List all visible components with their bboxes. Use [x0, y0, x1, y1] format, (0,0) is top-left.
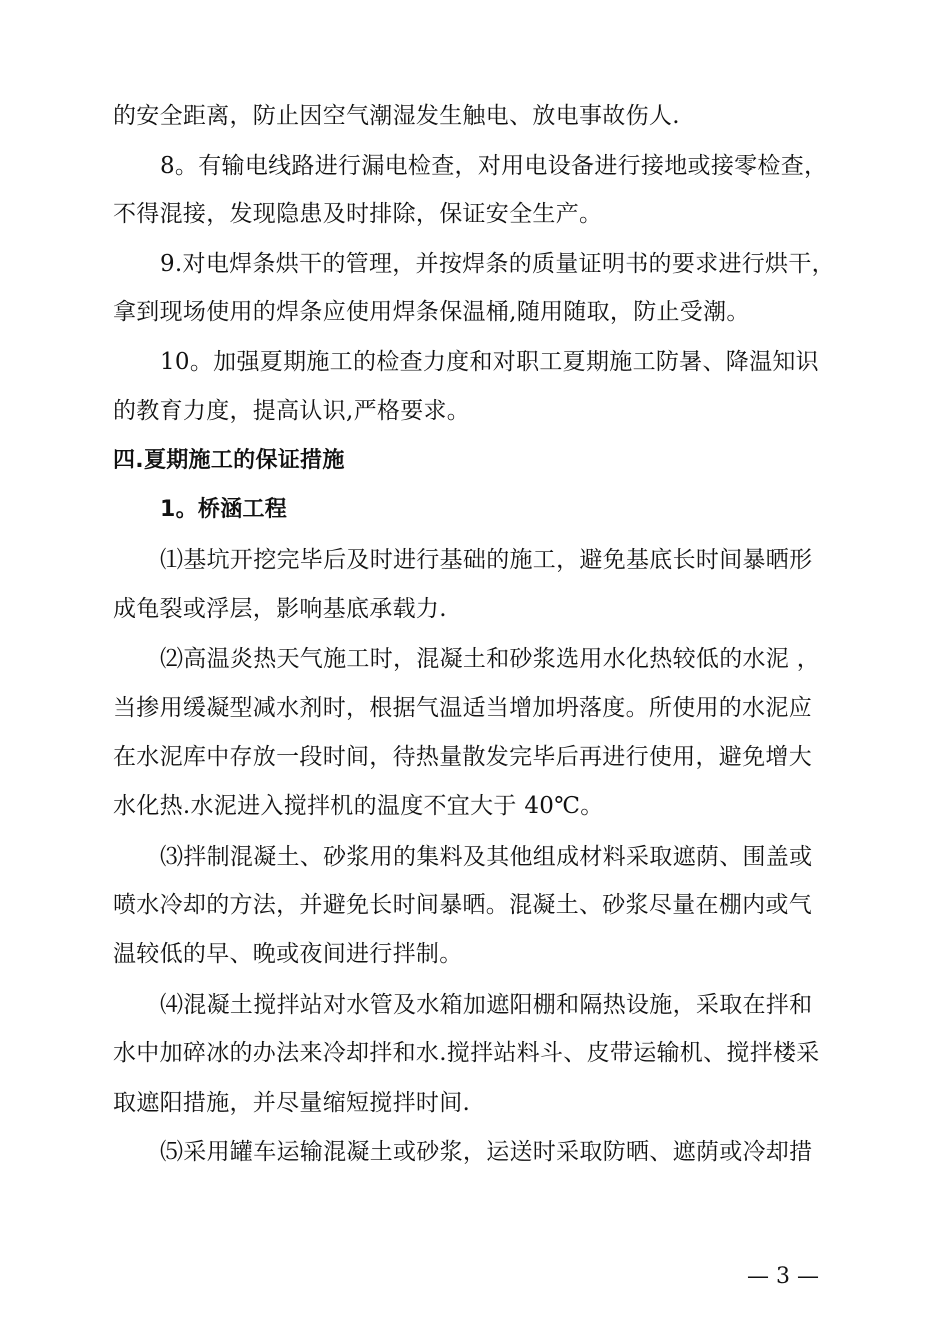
body-text-line: 水中加碎冰的办法来冷却拌和水.搅拌站料斗、皮带运输机、搅拌楼采: [113, 1040, 820, 1066]
clause-2: ⑵高温炎热天气施工时，混凝土和砂浆选用水化热较低的水泥 ，: [160, 646, 821, 672]
clause-4: ⑷混凝土搅拌站对水管及水箱加遮阳棚和隔热设施，采取在拌和: [160, 992, 813, 1018]
list-item-8: 8。有输电线路进行漏电检查，对用电设备进行接地或接零检查，: [160, 153, 828, 179]
page-number: — 3 —: [747, 1264, 819, 1289]
subsection-heading: 1。桥涵工程: [160, 497, 288, 522]
body-text-line: 的安全距离，防止因空气潮湿发生触电、放电事故伤人.: [113, 103, 680, 129]
body-text-line: 的教育力度，提高认识,严格要求。: [113, 398, 471, 424]
body-text-line: 拿到现场使用的焊条应使用焊条保温桶,随用随取，防止受潮。: [113, 299, 750, 325]
body-text-line: 成龟裂或浮层，影响基底承载力.: [113, 596, 447, 622]
list-item-9: 9.对电焊条烘干的管理，并按焊条的质量证明书的要求进行烘干，: [160, 251, 835, 277]
clause-5: ⑸采用罐车运输混凝土或砂浆，运送时采取防晒、遮荫或冷却措: [160, 1139, 813, 1165]
list-item-10: 10。加强夏期施工的检查力度和对职工夏期施工防暑、降温知识: [160, 349, 819, 375]
body-text-line: 在水泥库中存放一段时间，待热量散发完毕后再进行使用，避免增大: [113, 744, 812, 770]
body-text-line: 不得混接，发现隐患及时排除，保证安全生产。: [113, 201, 603, 227]
body-text-line: 喷水冷却的方法，并避免长时间暴晒。混凝土、砂浆尽量在棚内或气: [113, 892, 812, 918]
body-text-line: 温较低的早、晚或夜间进行拌制。: [113, 941, 463, 967]
section-heading: 四.夏期施工的保证措施: [113, 448, 345, 473]
body-text-line: 水化热.水泥进入搅拌机的温度不宜大于 40℃。: [113, 793, 604, 819]
body-text-line: 当掺用缓凝型减水剂时，根据气温适当增加坍落度。所使用的水泥应: [113, 695, 812, 721]
body-text-line: 取遮阳措施，并尽量缩短搅拌时间.: [113, 1090, 471, 1116]
clause-3: ⑶拌制混凝土、砂浆用的集料及其他组成材料采取遮荫、围盖或: [160, 844, 813, 870]
clause-1: ⑴基坑开挖完毕后及时进行基础的施工，避免基底长时间暴晒形: [160, 547, 813, 573]
